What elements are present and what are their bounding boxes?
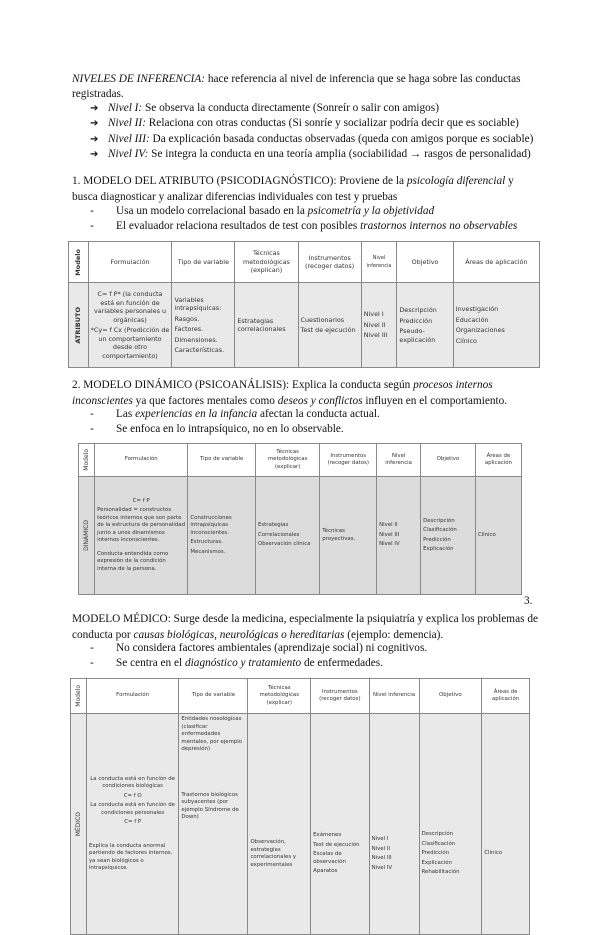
table-header: Áreas de aplicación [475, 444, 521, 477]
table-header: Tipo de variable [172, 242, 235, 283]
arrow-icon: ➔ [90, 103, 99, 114]
cell-nivel: Nivel I Nivel II Nivel III Nivel IV [369, 714, 419, 935]
cell-tecnicas: Estrategias correlacionales [235, 283, 298, 368]
atributo-heading: 1. MODELO DEL ATRIBUTO (PSICODIAGNÓSTICO): [72, 175, 337, 187]
table-header-modelo: Modelo [69, 242, 89, 283]
niveles-paragraph [72, 72, 542, 102]
cell-areas: Investigación Educación Organizaciones Clínico [453, 283, 539, 368]
list-item: ➔ Nivel III: Da explicación basada conductas observadas (queda con amigos porque es sociable) [90, 132, 550, 147]
dinamico-table [78, 443, 522, 595]
cell-objetivo: Descripción Clasificación Predicción Explicación Rehabilitación [419, 714, 482, 935]
medico-table [70, 678, 530, 935]
niveles-intro: hace referencia al nivel de inferencia que se haga sobre las conductas registradas. [72, 73, 521, 100]
table-header: Formulación [88, 242, 172, 283]
table-row [69, 283, 540, 368]
table-header-modelo: Modelo [71, 679, 87, 714]
cell-objetivo: Descripción Predicción Pseudo-explicación [397, 283, 453, 368]
atributo-table [68, 241, 540, 368]
cell-tecnicas: Estrategias Correlacionales Observación clínica [255, 477, 319, 595]
cell-areas: Clínico [482, 714, 530, 935]
dinamico-heading: 2. MODELO DINÁMICO (PSICOANÁLISIS): [72, 379, 290, 391]
table-header: Formulación [95, 444, 188, 477]
arrow-icon: ➔ [90, 118, 99, 130]
cell-instrumentos: Cuestionarios Test de ejecución [298, 283, 361, 368]
table-row [79, 477, 522, 595]
list-item: - El evaluador relaciona resultados de test con posibles trastornos internos no observables [90, 220, 518, 233]
cell-instrumentos: Técnicas proyectivas. [320, 477, 377, 595]
cell-nivel: Nivel II Nivel III Nivel IV [377, 477, 421, 595]
niveles-title: NIVELES DE INFERENCIA: [72, 73, 206, 85]
arrow-icon: ➔ [90, 133, 99, 145]
table-header: Objetivo [397, 242, 453, 283]
list-item: - Se enfoca en lo intrapsíquico, no en lo observable. [90, 423, 344, 436]
table-header: Áreas de aplicación [482, 679, 530, 714]
list-item: ➔ Nivel II: Relaciona con otras conductas (Si sonríe y socializar podría decir que es sociable) [90, 116, 550, 131]
cell-formulacion: C= f P* (la conducta está en función de variables personales u orgánicas) *Cy= f Cx (Predicción de un comportamiento desde otro comportamiento) [88, 283, 172, 368]
arrow-icon: ➔ [90, 148, 99, 160]
cell-modelo: MÉDICO [71, 714, 87, 935]
cell-formulacion: La conducta está en función de condiciones biológicas C= f O La conducta está en función de condiciones personales C= f P Explica la conducta anormal partiendo de factores internos, ya sean biológicos o intrapsíquicos [86, 714, 178, 935]
cell-tipo: Variables intrapsíquicas: Rasgos. Factores. Dimensiones. Características. [172, 283, 235, 368]
table-header-modelo: Modelo [79, 444, 95, 477]
list-item: ➔ Nivel IV: Se integra la conducta en una teoría amplia (sociabilidad → rasgos de personalidad) [90, 147, 550, 162]
table-header: Nivel inferencia [369, 679, 419, 714]
table-header: Técnicas metodológicas (explican) [235, 242, 298, 283]
page-number: 3. [524, 595, 533, 607]
list-item: - No considera factores ambientales (aprendizaje social) ni cognitivos. [90, 642, 428, 654]
niveles-list [90, 101, 550, 162]
atributo-bullets [90, 204, 550, 235]
dinamico-paragraph: 2. MODELO DINÁMICO (PSICOANÁLISIS): Explica la conducta según procesos internos inconscientes ya que factores mentales como deseos y conflictos influyen en el comportamiento. [72, 379, 508, 407]
list-item: - Usa un modelo correlacional basado en la psicometría y la objetividad [90, 205, 435, 217]
cell-tipo: Construcciones intrapsíquicas inconscientes. Estructuras. Mecanismos. [188, 477, 256, 595]
medico-paragraph: MODELO MÉDICO: Surge desde la medicina, especialmente la psiquiatría y explica los problemas de conducta por causas biológicas, neurológicas o hereditarias (ejemplo: demencia). [72, 613, 538, 641]
table-header: Áreas de aplicación [453, 242, 539, 283]
cell-modelo: DINÁMICO [79, 477, 95, 595]
cell-formulacion: C= f P Personalidad = constructos teóricos internos que son parte de la estructura de personalidad junto a unos dinamismos internos inconscientes. Conducta entendida como expresión de la condición interna de la persona. [95, 477, 188, 595]
cell-tecnicas: Observación, estrategias correlacionales y experimentales [248, 714, 311, 935]
list-item: - Se centra en el diagnóstico y tratamiento de enfermedades. [90, 657, 383, 670]
list-item: ➔ Nivel I: Se observa la conducta directamente (Sonreír o salir con amigos) [90, 101, 550, 116]
table-header: Técnicas metodológicas (explicar) [248, 679, 311, 714]
table-header: Técnicas metodológicas (explicar) [255, 444, 319, 477]
table-row [71, 714, 530, 935]
cell-tipo: Entidades nosológicas (clasificar enfermedades mentales, por ejemplo depresión) Trastornos biológicos subyacentes (por ejemplo Síndrome de Down) [179, 714, 248, 935]
table-header: Instrumentos (recoger datos) [320, 444, 377, 477]
cell-areas: Clínico [475, 477, 521, 595]
atributo-paragraph: 1. MODELO DEL ATRIBUTO (PSICODIAGNÓSTICO): Proviene de la psicología diferencial y busca diagnosticar y analizar diferencias individuales con test y pruebas [72, 175, 514, 203]
table-header: Instrumentos (recoger datos) [298, 242, 361, 283]
cell-modelo: ATRIBUTO [69, 283, 89, 368]
table-header: Formulación [86, 679, 178, 714]
cell-objetivo: Descripción Clasificación Predicción Explicación [421, 477, 476, 595]
medico-heading: MODELO MÉDICO: [72, 613, 171, 625]
table-header: Nivel inferencia [361, 242, 397, 283]
table-header: Objetivo [421, 444, 476, 477]
table-header: Tipo de variable [188, 444, 256, 477]
medico-bullets [90, 641, 550, 672]
cell-nivel: Nivel I Nivel II Nivel III [361, 283, 397, 368]
list-item: - Las experiencias en la infancia afectan la conducta actual. [90, 408, 380, 420]
table-header: Nivel inferencia [377, 444, 421, 477]
table-header: Tipo de variable [179, 679, 248, 714]
dinamico-bullets [90, 407, 550, 438]
table-header: Objetivo [419, 679, 482, 714]
table-header: Instrumentos (recoger datos) [311, 679, 369, 714]
cell-instrumentos: Exámenes Test de ejecución Escalas de observación Aparatos [311, 714, 369, 935]
